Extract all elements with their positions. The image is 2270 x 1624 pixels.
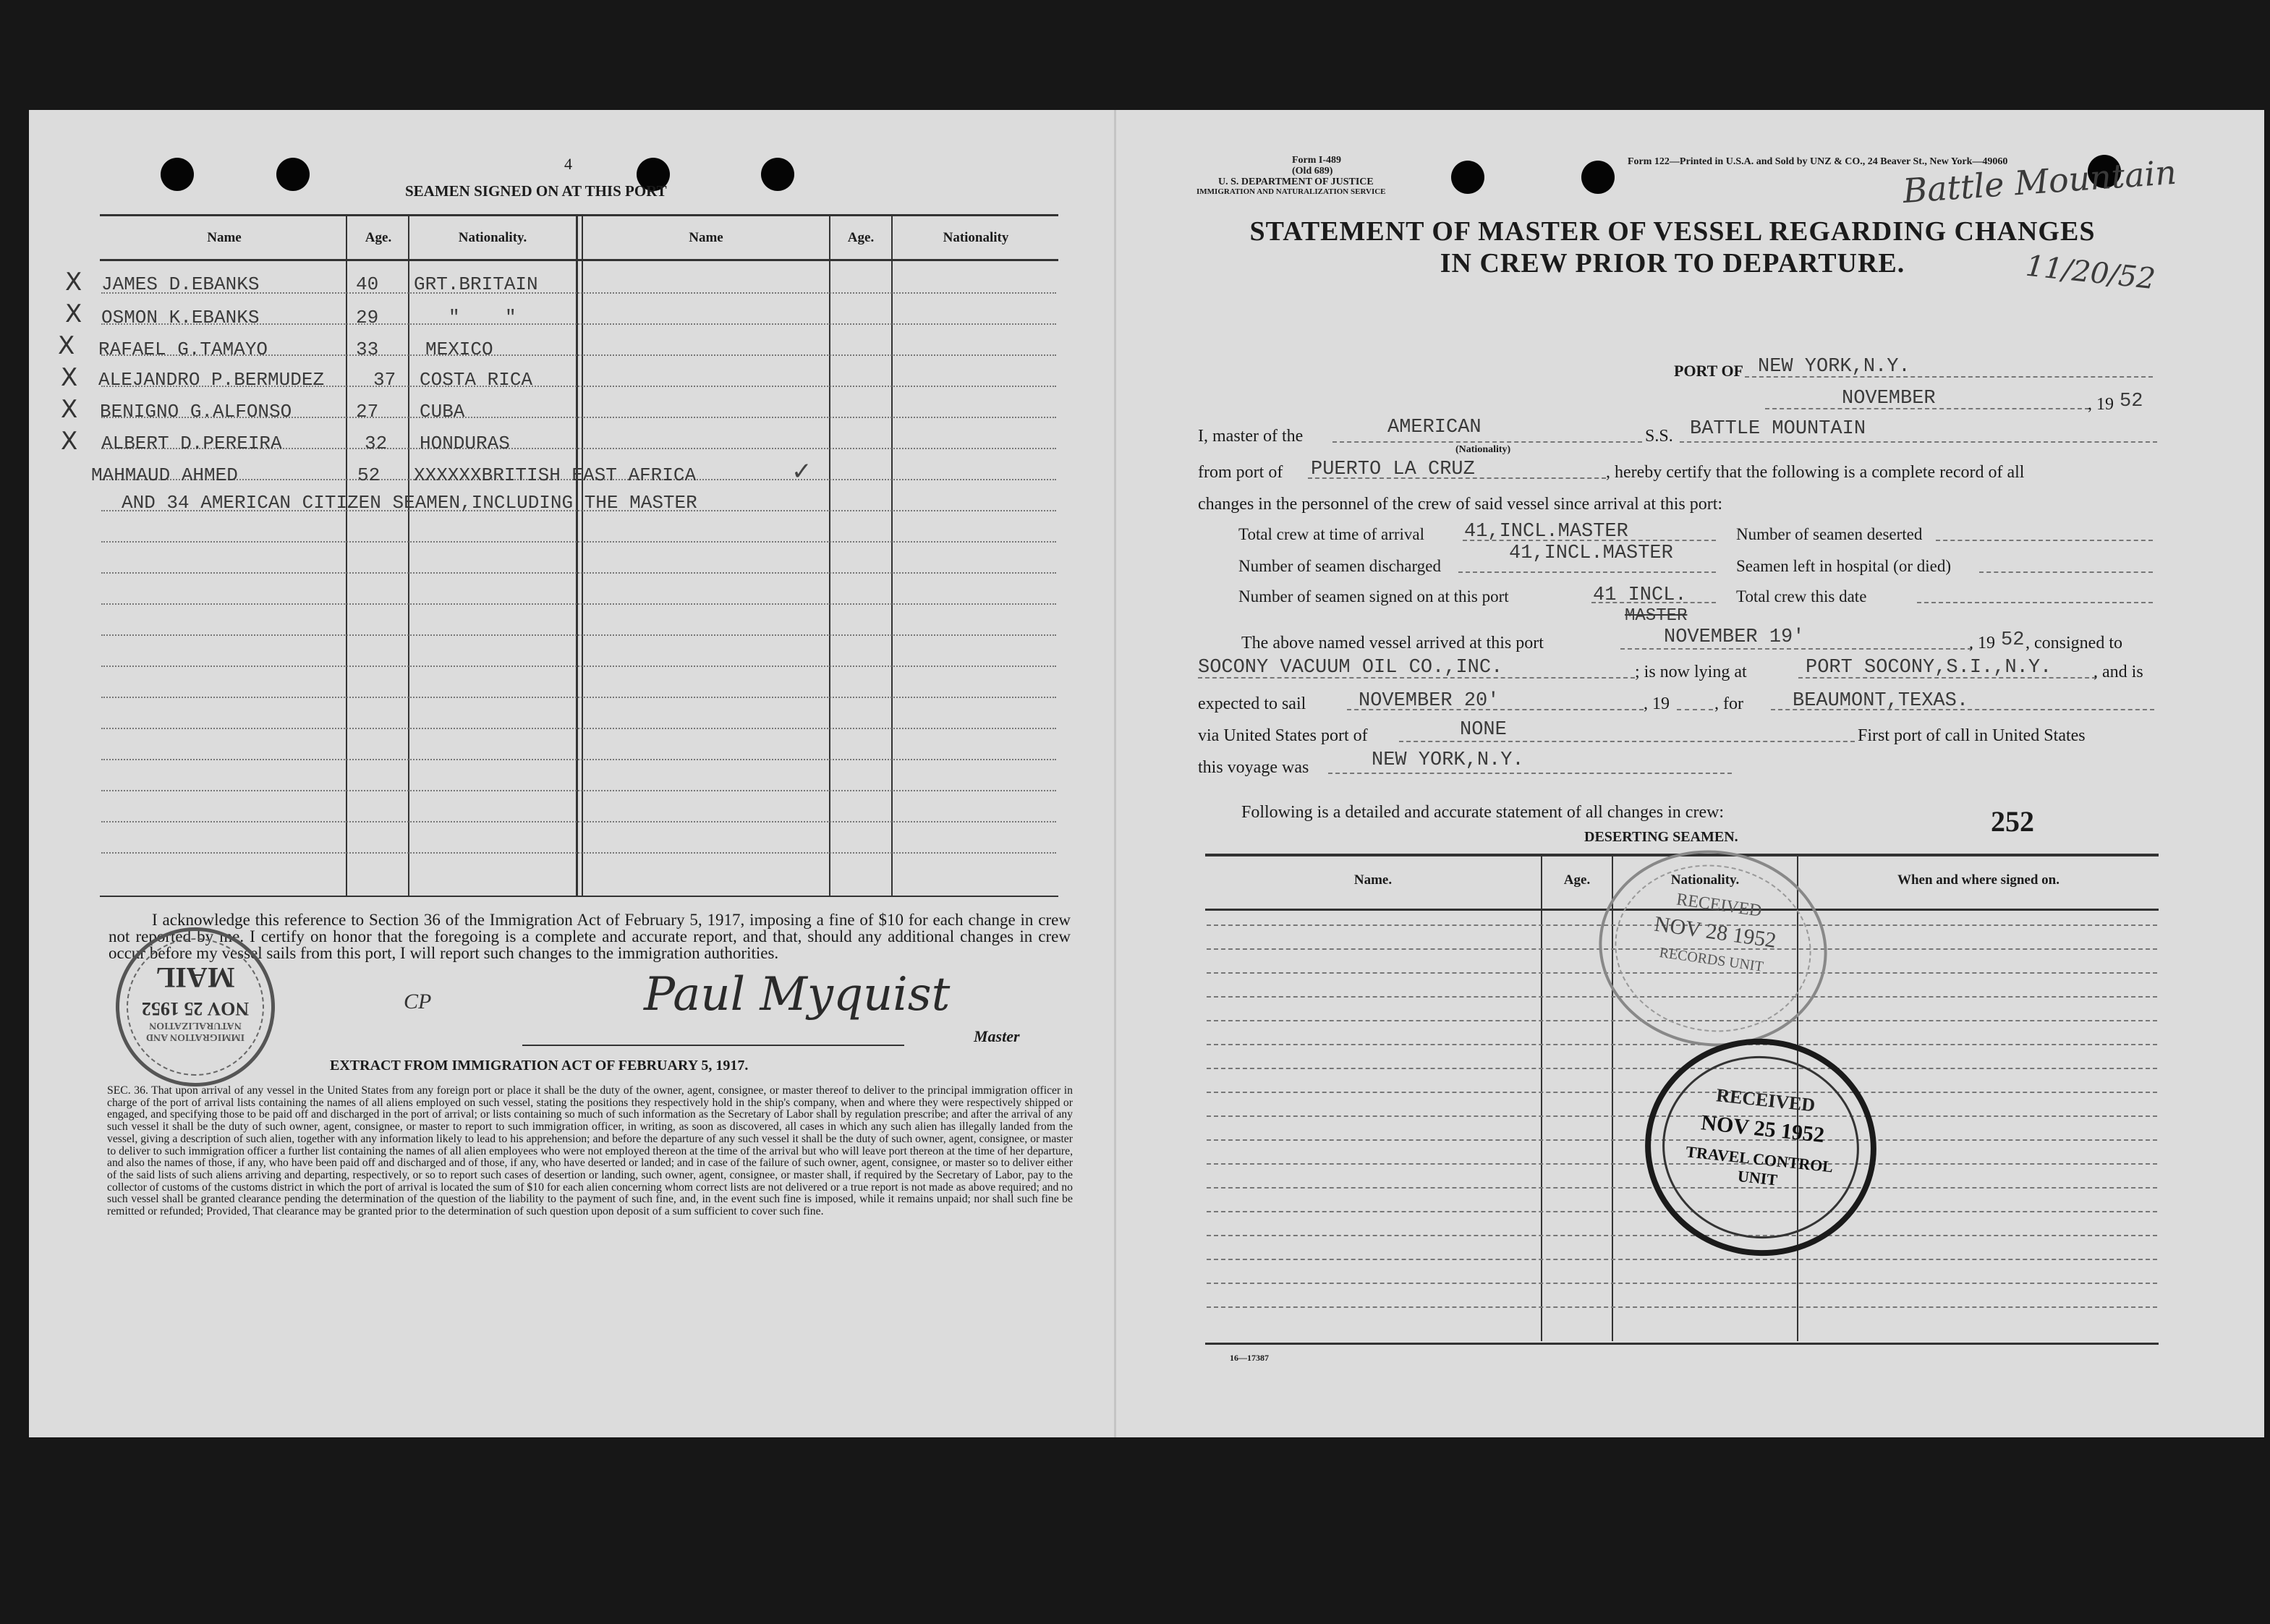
ruled-line [101, 697, 1056, 698]
crew-name: ALBERT D.PEREIRA [101, 433, 282, 454]
ship-value: BATTLE MOUNTAIN [1690, 418, 1866, 440]
expected-year-prefix: , 19 [1644, 694, 1670, 713]
fill-line [1458, 571, 1716, 573]
fill-line [1328, 773, 1732, 774]
page-number: 4 [564, 155, 572, 173]
year-prefix: , 19 [2088, 395, 2114, 414]
and-is-label: , and is [2093, 663, 2143, 681]
check-x-mark: X [61, 363, 78, 392]
ruled-line [101, 666, 1056, 667]
crew-nationality: CUBA [420, 401, 465, 422]
table-rule [1205, 1343, 2159, 1345]
discharged-label: Number of seamen discharged [1238, 557, 1441, 575]
total-crew-date-label: Total crew this date [1736, 587, 1867, 605]
arrived-value: NOVEMBER 19' [1664, 626, 1805, 648]
nationality-caption: (Nationality) [1455, 444, 1511, 455]
extract-text: SEC. 36. That upon arrival of any vessel in the United States from any foreign port or place it shall be the duty of the owner, agent, consignee, or master thereof to deliver to the principal immigration officer in charge of the port of arrival lists containing the names of all aliens employed on such vessel, stating the positions they respectively hold in the ship's company, when and where they were respectively shipped or engaged, and specifying those to be paid off and discharged in the port of arrival; or lists containing so much of such information as the Secretary of Labor shall by regulation prescribe; and after the arrival of any such vessel it shall be the duty of such owner, agent, consignee, or master to report to such immigration officer, in writing, as soon as discovered, all cases in which any such alien has illegally landed from the vessel, giving a description of such alien, together with any information likely to lead to his apprehension; and before the departure of any such vessel it shall be the duty of such owner, agent, consignee, or master to deliver to such immigration officer a further list containing the names of all alien employees who were not employed thereon at the time of the arrival but who will leave port thereon at the time of her departure, and also the names of those, if any, who have been paid off and discharged and of those, if any, who have deserted or landed; and in case of the failure of such owner, agent, consignee, or master so to deliver either of the said lists of such aliens arriving and departing, respectively, or so to report such cases of desertion or landing, such owner, agent, consignee, or master shall, if required by the Secretary of Labor, pay to the collector of customs of the customs district in which the port of arrival is located the sum of $10 for each alien concerning whom correct lists are not delivered or a true report is not made as above required; and no such vessel shall be granted clearance pending the determination of the question of the liability to the payment of such fine, and, in the event such fine is imposed, while it remains unpaid; nor shall such fine be remitted or refunded; Provided, That clearance may be granted prior to the determination of such question upon deposit of a sum sufficient to cover such fine. [107, 1084, 1073, 1218]
ruled-line [101, 728, 1056, 729]
crew-age: 32 [365, 433, 388, 454]
this-voyage-label: this voyage was [1198, 758, 1309, 777]
left-page-title: SEAMEN SIGNED ON AT THIS PORT [405, 182, 667, 200]
certification-text: I acknowledge this reference to Section 36 of the Immigration Act of February 5, 1917, imposing a fine of $10 for each change in crew not reported by me. I certify on honor that the foregoing is a complete and accurate report, and that, should any additional changes in crew occur before my vessel sails from this port, I will report such changes to the immigration authorities. [109, 911, 1071, 962]
stamp-received: RECEIVED [1675, 890, 1763, 921]
column-header: Age. [365, 230, 392, 245]
punch-hole [276, 158, 310, 191]
column-header: Age. [1563, 872, 1591, 888]
deserted-label: Number of seamen deserted [1736, 525, 1923, 543]
via-label: via United States port of [1198, 726, 1368, 745]
ss-label: S.S. [1645, 427, 1673, 446]
crew-nationality: MEXICO [425, 339, 493, 360]
stamp-date: NOV 25 1952 [1699, 1110, 1826, 1147]
crew-name: OSMON K.EBANKS [101, 307, 260, 328]
american-seamen-line: AND 34 AMERICAN CITIZEN SEAMEN,INCLUDING THE MASTER [122, 492, 697, 514]
consigned-label: , consigned to [2025, 634, 2122, 652]
lying-label: ; is now lying at [1635, 663, 1747, 681]
column-divider [346, 216, 347, 896]
signature-line [522, 1045, 904, 1046]
stamp-date: NOV 28 1952 [1652, 911, 1778, 953]
arrived-year-prefix: , 19 [1969, 634, 1995, 652]
stamp-unit: RECORDS UNIT [1658, 944, 1765, 975]
deserting-title: DESERTING SEAMEN. [1584, 829, 1738, 845]
crew-age: 29 [356, 307, 379, 328]
column-header: Age. [847, 230, 875, 245]
signed-on-value-master: MASTER [1625, 606, 1688, 626]
handwritten-ship-name: Battle Mountain [1901, 152, 2178, 211]
ruled-line [101, 634, 1056, 636]
fill-line [1332, 441, 1642, 443]
year-value: 52 [2120, 391, 2143, 412]
fill-line [1399, 741, 1855, 742]
center-fold [1114, 110, 1116, 1437]
punch-hole [161, 158, 194, 191]
certify-text: , hereby certify that the following is a complete record of all [1606, 463, 2025, 482]
table-rule [100, 214, 1058, 216]
fill-line [1979, 571, 2153, 573]
master-label: Master [974, 1027, 1020, 1045]
crew-nationality: XXXXXXBRITISH EAST AFRICA [414, 464, 697, 486]
lying-value: PORT SOCONY,S.I.,N.Y. [1806, 657, 2052, 679]
ruled-line [101, 603, 1056, 605]
column-divider [408, 216, 409, 896]
handwritten-date: 11/20/52 [2024, 249, 2157, 297]
crew-nationality: " " [449, 307, 517, 328]
ruled-line [1207, 1044, 2157, 1045]
stamp-date: NOV 25 1952 [141, 998, 250, 1019]
check-x-mark: X [61, 395, 78, 424]
check-x-mark: X [61, 427, 78, 456]
check-x-mark: X [65, 268, 82, 297]
crew-age: 52 [357, 464, 381, 486]
signature-text: Paul Myquist [644, 968, 951, 1021]
column-header: When and where signed on. [1897, 872, 2059, 888]
total-crew-arrival-value: 41,INCL.MASTER [1464, 521, 1628, 543]
expected-value: NOVEMBER 20' [1359, 690, 1500, 712]
hospital-label: Seamen left in hospital (or died) [1736, 557, 1952, 575]
crew-name: MAHMAUD AHMED [91, 464, 238, 486]
via-value: NONE [1460, 719, 1507, 741]
service: IMMIGRATION AND NATURALIZATION SERVICE [1196, 187, 1386, 196]
crew-nationality: COSTA RICA [420, 369, 533, 391]
column-header: Nationality. [458, 230, 527, 245]
old-form-number: (Old 689) [1292, 166, 1333, 177]
crew-name: ALEJANDRO P.BERMUDEZ [98, 369, 325, 391]
crew-nationality: GRT.BRITAIN [414, 273, 538, 295]
column-header: Nationality. [1670, 872, 1740, 888]
fill-line [1680, 441, 2157, 443]
crew-age: 37 [373, 369, 396, 391]
crew-name: JAMES D.EBANKS [101, 273, 260, 295]
master-of-label: I, master of the [1198, 427, 1304, 446]
column-divider [829, 216, 830, 896]
ruled-line [1207, 1283, 2157, 1284]
stamp-rim-text: IMMIGRATION AND NATURALIZATION [145, 1020, 245, 1042]
punch-hole [1581, 161, 1615, 194]
fill-line [1917, 602, 2153, 603]
fill-line [1936, 540, 2153, 541]
ruled-line [101, 821, 1056, 822]
master-signature [637, 959, 1013, 1032]
ruled-line [101, 790, 1056, 791]
form-number: Form I-489 [1292, 155, 1342, 166]
stamp-word: MAIL [156, 961, 235, 994]
column-divider [891, 216, 893, 896]
printer-line: Form 122—Printed in U.S.A. and Sold by UNZ & CO., 24 Beaver St., New York—49060 [1628, 156, 2008, 167]
check-mark: ✓ [791, 457, 812, 486]
right-title-line-1: STATEMENT OF MASTER OF VESSEL REGARDING CHANGES [1249, 216, 2096, 247]
crew-age: 40 [356, 273, 379, 295]
column-divider [582, 216, 583, 896]
mail-stamp [116, 927, 275, 1087]
port-label: PORT OF [1674, 362, 1743, 380]
ruled-line [1207, 1306, 2157, 1308]
fill-line [1677, 709, 1713, 710]
discharged-value: 41,INCL.MASTER [1509, 543, 1673, 564]
ruled-line [101, 541, 1056, 543]
column-header: Name [689, 230, 723, 245]
ruled-line [101, 852, 1056, 854]
table-rule [100, 896, 1058, 897]
consignee-value: SOCONY VACUUM OIL CO.,INC. [1198, 657, 1503, 679]
port-value: NEW YORK,N.Y. [1758, 356, 1910, 378]
footer-code: 16—17387 [1230, 1353, 1269, 1363]
first-port-label: First port of call in United States [1858, 726, 2086, 745]
fill-line [1620, 648, 1972, 650]
check-x-mark: X [65, 299, 82, 328]
column-header: Nationality [943, 230, 1009, 245]
column-header: Name [207, 230, 242, 245]
ruled-line [1207, 1259, 2157, 1260]
batch-number: 252 [1991, 805, 2034, 838]
from-port-label: from port of [1198, 463, 1283, 482]
from-port-value: PUERTO LA CRUZ [1311, 459, 1475, 480]
crew-name: RAFAEL G.TAMAYO [98, 339, 268, 360]
destination-value: BEAUMONT,TEXAS. [1793, 690, 1969, 712]
crew-age: 27 [356, 401, 379, 422]
following-text: Following is a detailed and accurate statement of all changes in crew: [1241, 803, 1725, 822]
ruled-line [1207, 1235, 2157, 1236]
check-x-mark: X [58, 331, 75, 360]
nationality-value: AMERICAN [1387, 417, 1482, 438]
department: U. S. DEPARTMENT OF JUSTICE [1218, 177, 1374, 187]
expected-label: expected to sail [1198, 694, 1306, 713]
stamp-unit: TRAVEL CONTROL UNIT [1685, 1142, 1835, 1189]
right-title-line-2: IN CREW PRIOR TO DEPARTURE. [1440, 248, 1905, 279]
signed-on-label: Number of seamen signed on at this port [1238, 587, 1509, 605]
first-port-value: NEW YORK,N.Y. [1372, 749, 1524, 771]
extract-title: EXTRACT FROM IMMIGRATION ACT OF FEBRUARY 5, 1917. [330, 1058, 749, 1074]
stamp-received: RECEIVED [1715, 1084, 1816, 1116]
column-header: Name. [1353, 872, 1393, 888]
ruled-line [101, 572, 1056, 574]
ruled-line [101, 759, 1056, 760]
crew-age: 33 [356, 339, 379, 360]
initials-mark: CP [404, 990, 432, 1013]
crew-name: BENIGNO G.ALFONSO [100, 401, 292, 422]
punch-hole [1451, 161, 1484, 194]
crew-nationality: HONDURAS [420, 433, 510, 454]
signed-on-value: 41 INCL. [1593, 584, 1687, 606]
arrived-label: The above named vessel arrived at this port [1241, 634, 1544, 652]
column-divider [576, 216, 578, 896]
arrived-year: 52 [2001, 629, 2025, 651]
table-rule [100, 259, 1058, 261]
column-divider [1541, 856, 1542, 1341]
date-month: NOVEMBER [1842, 388, 1936, 409]
total-crew-arrival-label: Total crew at time of arrival [1238, 525, 1425, 543]
changes-text: changes in the personnel of the crew of said vessel since arrival at this port: [1198, 495, 1723, 514]
for-label: , for [1714, 694, 1743, 713]
